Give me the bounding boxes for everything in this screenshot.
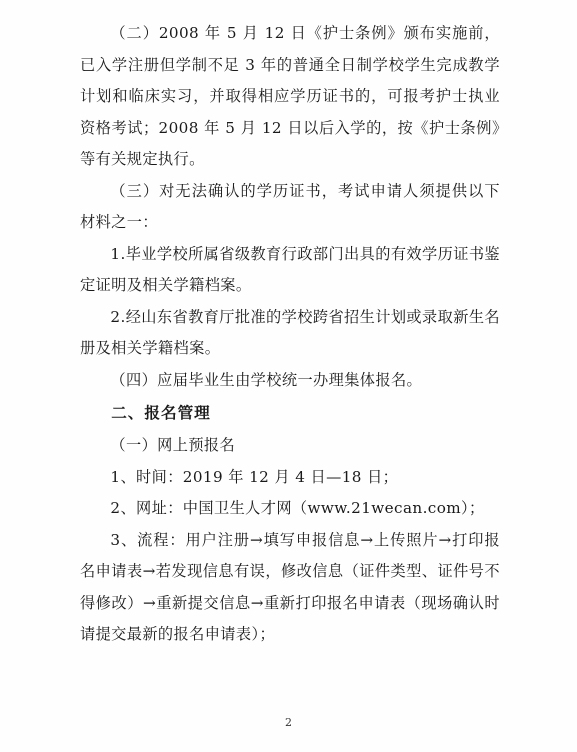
item-procedure: 3、流程：用户注册→填写申报信息→上传照片→打印报名申请表→若发现信息有误，修改信息（证件类型、证件号不得修改）→重新提交信息→重新打印报名申请表（现场确认时请提交最新的报名申请表）； xyxy=(80,530,500,643)
section-heading-registration: 二、报名管理 xyxy=(111,404,211,422)
paragraph-unverifiable-certificates: （三）对无法确认的学历证书，考试申请人须提供以下材料之一： xyxy=(80,181,500,231)
page-number: 2 xyxy=(285,716,292,729)
item-time: 1、时间：2019 年 12 月 4 日—18 日； xyxy=(110,467,399,486)
paragraph-nurse-regulation: （二）2008 年 5 月 12 日《护士条例》颁布实施前，已入学注册但学制不足 3 年的普通全日制学校学生完成教学计划和临床实习，并取得相应学历证书的，可报考护士执业资格考试；2008 年 5 月 12 日以后入学的，按《护士条例》等有关规定执行。 xyxy=(80,24,500,168)
paragraph-material-2: 2.经山东省教育厅批准的学校跨省招生计划或录取新生名册及相关学籍档案。 xyxy=(80,307,500,357)
paragraph-graduates: （四）应届毕业生由学校统一办理集体报名。 xyxy=(110,370,423,389)
paragraph-material-1: 1.毕业学校所属省级教育行政部门出具的有效学历证书鉴定证明及相关学籍档案。 xyxy=(80,244,500,294)
document-body xyxy=(80,18,500,651)
subsection-online-preregistration: （一）网上预报名 xyxy=(110,436,236,454)
item-website: 2、网址：中国卫生人才网（www.21wecan.com）； xyxy=(110,499,485,517)
